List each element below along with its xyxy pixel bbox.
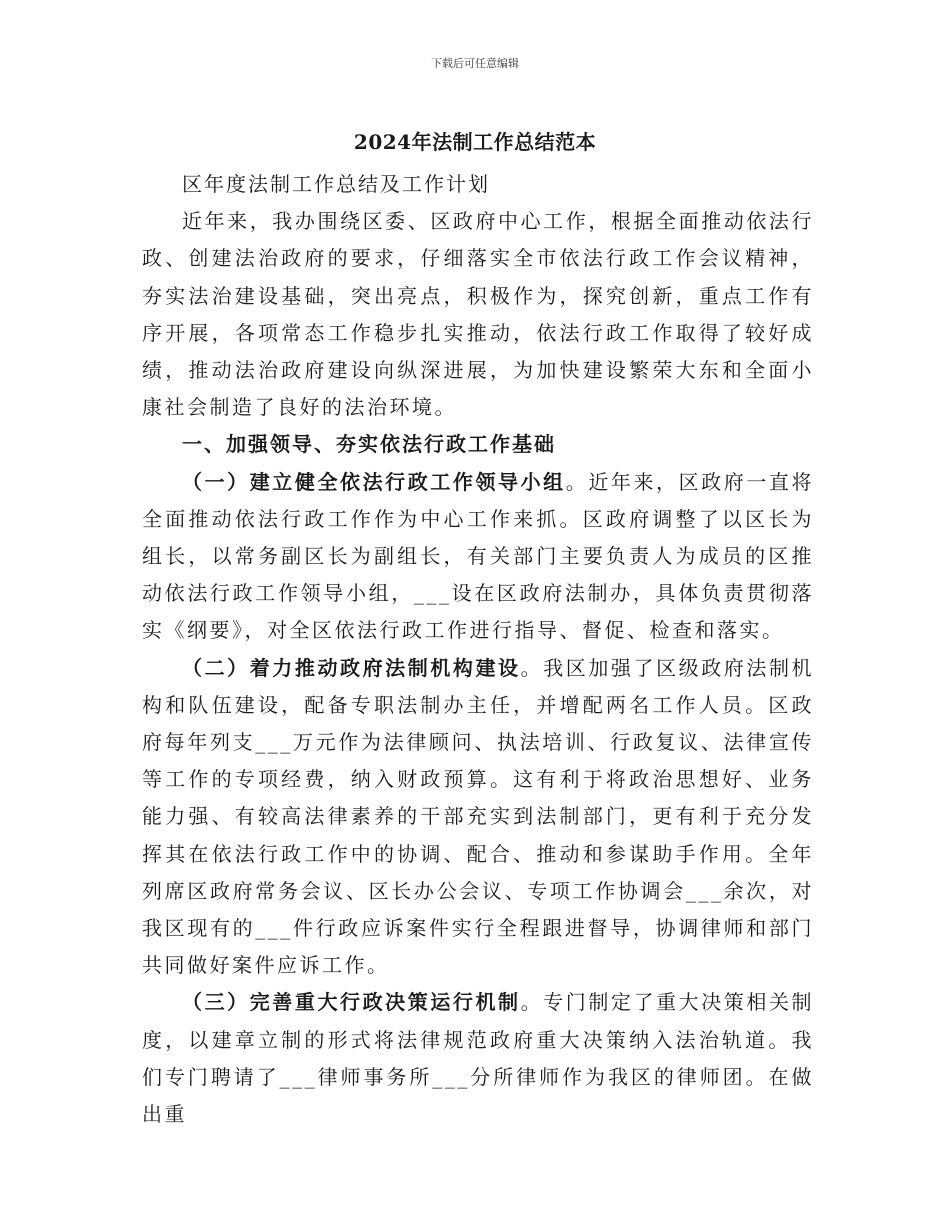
item-text-1: 。近年来，区政府一直将全面推动依法行政工作作为中心工作来抓。区政府调整了以区长为组长，以常务副区长为副组长，有关部门主要负责人为成员的区推动依法行政工作领导小组，___设在区政府法制办，具体负责贯彻落实《纲要》，对全区依法行政工作进行指导、督促、检查和落实。: [142, 469, 815, 643]
page-header-note: 下载后可任意编辑: [431, 57, 519, 70]
section-heading: 一、加强领导、夯实依法行政工作基础: [182, 432, 556, 457]
item-heading-3: （三）完善重大行政决策运行机制: [182, 990, 521, 1015]
item-text-2: 。我区加强了区级政府法制机构和队伍建设，配备专职法制办主任，并增配两名工作人员。区政府每年列支___万元作为法律顾问、执法培训、行政复议、法律宣传等工作的专项经费，纳入财政预算。这有利于将政治思想好、业务能力强、有较高法律素养的干部充实到法制部门，更有利于充分发挥其在依法行政工作中的协调、配合、推动和参谋助手作用。全年列席区政府常务会议、区长办公会议、专项工作协调会___余次，对我区现有的___件行政应诉案件实行全程跟进督导，协调律师和部门共同做好案件应诉工作。: [142, 655, 815, 978]
item-text-3: 。专门制定了重大决策相关制度，以建章立制的形式将法律规范政府重大决策纳入法治轨道。我们专门聘请了___律师事务所___分所律师作为我区的律师团。在做出重: [142, 990, 815, 1127]
document-title: 2024年法制工作总结范本: [353, 130, 597, 154]
item-paragraph-1: [142, 464, 814, 650]
intro-paragraph: 近年来，我办围绕区委、区政府中心工作，根据全面推动依法行政、创建法治政府的要求，仔细落实全市依法行政工作会议精神，夯实法治建设基础，突出亮点，积极作为，探究创新，重点工作有序开展，各项常态工作稳步扎实推动，依法行政工作取得了较好成绩，推动法治政府建设向纵深进展，为加快建设繁荣大东和全面小康社会制造了良好的法治环境。: [142, 209, 814, 420]
document-body: [142, 166, 814, 1133]
document-subtitle: 区年度法制工作总结及工作计划: [182, 172, 490, 196]
item-heading-2: （二）着力推动政府法制机构建设: [182, 655, 521, 680]
item-paragraph-2: [142, 650, 814, 985]
item-heading-1: （一）建立健全依法行政工作领导小组: [182, 469, 566, 494]
item-paragraph-3: [142, 984, 814, 1133]
